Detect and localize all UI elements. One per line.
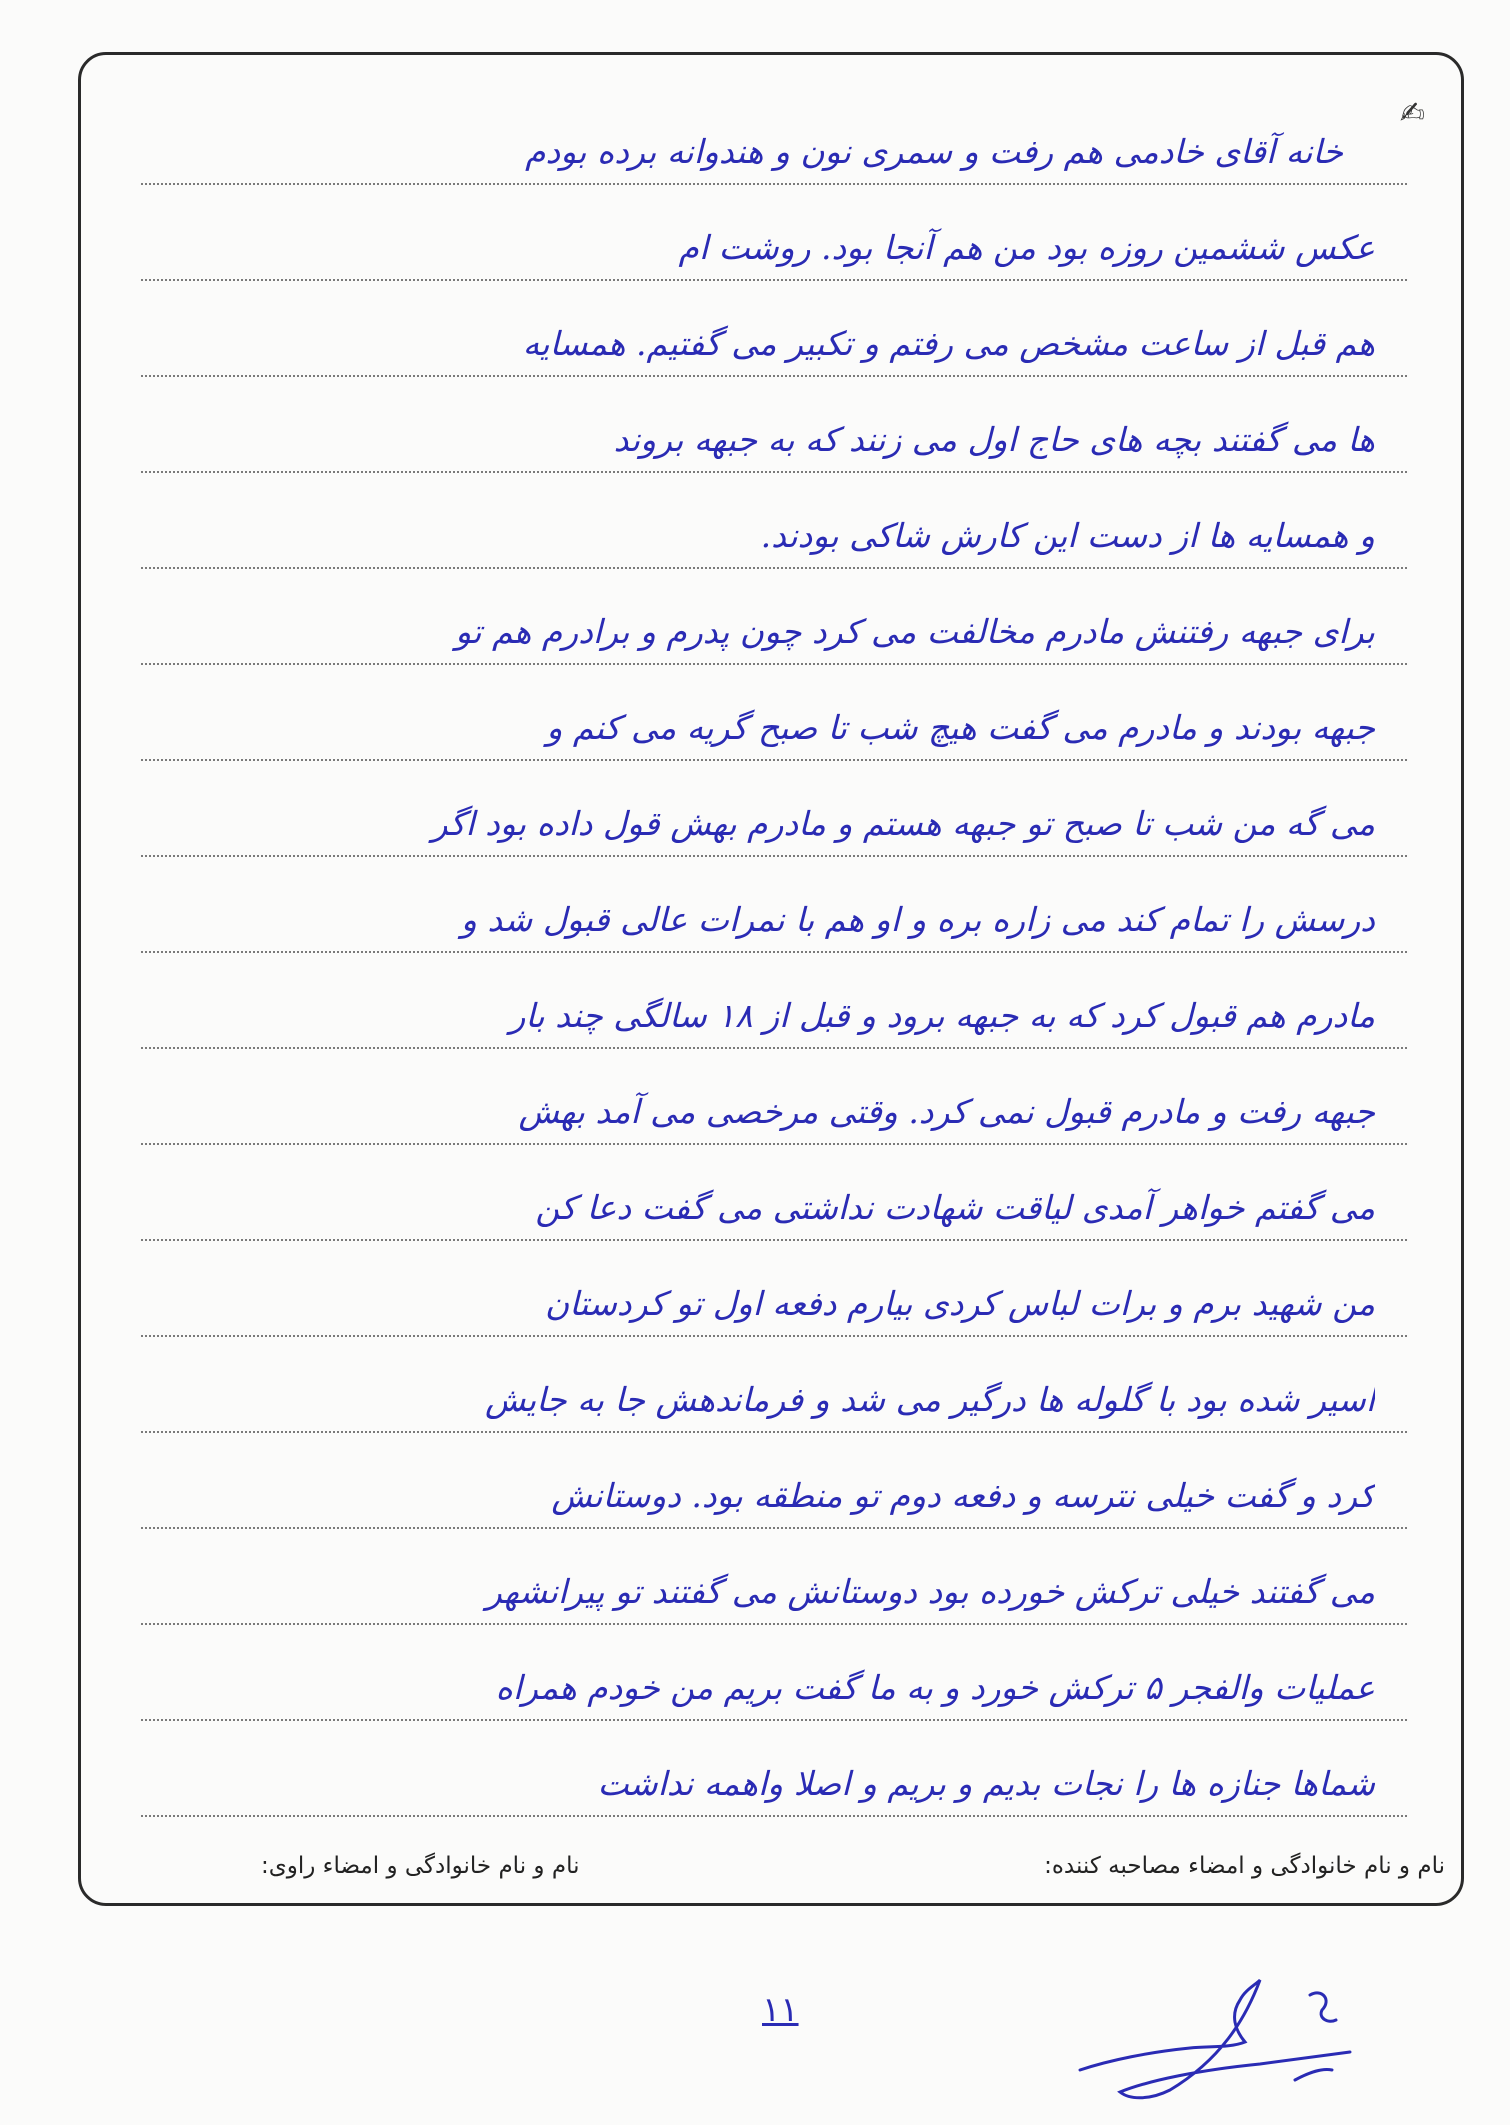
line-text: هم قبل از ساعت مشخص می رفتم و تکبیر می گفتیم. همسایه: [522, 324, 1375, 363]
handwritten-lines: [141, 89, 1407, 1817]
line-text: برای جبهه رفتنش مادرم مخالفت می کرد چون پدرم و برادرم هم تو: [455, 612, 1375, 651]
line-text: می گفتند خیلی ترکش خورده بود دوستانش می گفتند تو پیرانشهر: [485, 1572, 1375, 1611]
form-frame: [78, 52, 1464, 1906]
line-text: جبهه بودند و مادرم می گفت هیچ شب تا صبح گریه می کنم و: [546, 708, 1375, 747]
ruled-line: [141, 1049, 1407, 1145]
ruled-line: [141, 569, 1407, 665]
ruled-line: [141, 185, 1407, 281]
line-text: عملیات والفجر ۵ ترکش خورد و به ما گفت بریم من خودم همراه: [495, 1668, 1375, 1707]
ruled-line: [141, 281, 1407, 377]
signature-labels: [81, 1849, 1461, 1889]
line-text: کرد و گفت خیلی نترسه و دفعه دوم تو منطقه بود. دوستانش: [551, 1476, 1375, 1515]
ruled-line: [141, 953, 1407, 1049]
ruled-line: [141, 1721, 1407, 1817]
ruled-line: [141, 1625, 1407, 1721]
ruled-line: [141, 761, 1407, 857]
ruled-line: [141, 473, 1407, 569]
ruled-line: [141, 1529, 1407, 1625]
line-text: عکس ششمین روزه بود من هم آنجا بود. روشت ام: [678, 228, 1375, 267]
ruled-line: [141, 665, 1407, 761]
ruled-line: [141, 1145, 1407, 1241]
line-text: جبهه رفت و مادرم قبول نمی کرد. وقتی مرخصی می آمد بهش: [518, 1092, 1375, 1131]
line-text: و همسایه ها از دست این کارش شاکی بودند.: [760, 516, 1375, 555]
ruled-line: [141, 857, 1407, 953]
pencil-icon: ✍: [1399, 96, 1425, 131]
line-text: شماها جنازه ها را نجات بدیم و بریم و اصلا واهمه نداشت: [597, 1764, 1375, 1803]
ruled-line: [141, 1241, 1407, 1337]
signature: [1060, 1960, 1360, 2110]
ruled-line: [141, 377, 1407, 473]
ruled-line: [141, 1337, 1407, 1433]
ruled-line: [141, 1433, 1407, 1529]
line-text: می گفتم خواهر آمدی لیاقت شهادت نداشتی می گفت دعا کن: [535, 1188, 1375, 1227]
line-text: خانه آقای خادمی هم رفت و سمری نون و هندوانه برده بودم: [525, 132, 1343, 171]
line-text: درسش را تمام کند می زاره بره و او هم با نمرات عالی قبول شد و: [460, 900, 1375, 939]
line-text: ها می گفتند بچه های حاج اول می زنند که به جبهه بروند: [613, 420, 1375, 459]
narrator-signature-label: نام و نام خانوادگی و امضاء راوی:: [261, 1853, 580, 1879]
page-number: ۱۱: [762, 1990, 799, 2030]
line-text: مادرم هم قبول کرد که به جبهه برود و قبل از ۱۸ سالگی چند بار: [509, 996, 1375, 1035]
interviewer-signature-label: نام و نام خانوادگی و امضاء مصاحبه کننده:: [1044, 1853, 1445, 1879]
line-text: من شهید برم و برات لباس کردی بیارم دفعه اول تو کردستان: [545, 1284, 1375, 1323]
ruled-line: [141, 89, 1407, 185]
line-text: می گه من شب تا صبح تو جبهه هستم و مادرم بهش قول داده بود اگر: [431, 804, 1375, 843]
line-text: اسیر شده بود با گلوله ها درگیر می شد و فرماندهش جا به جایش: [484, 1380, 1375, 1419]
